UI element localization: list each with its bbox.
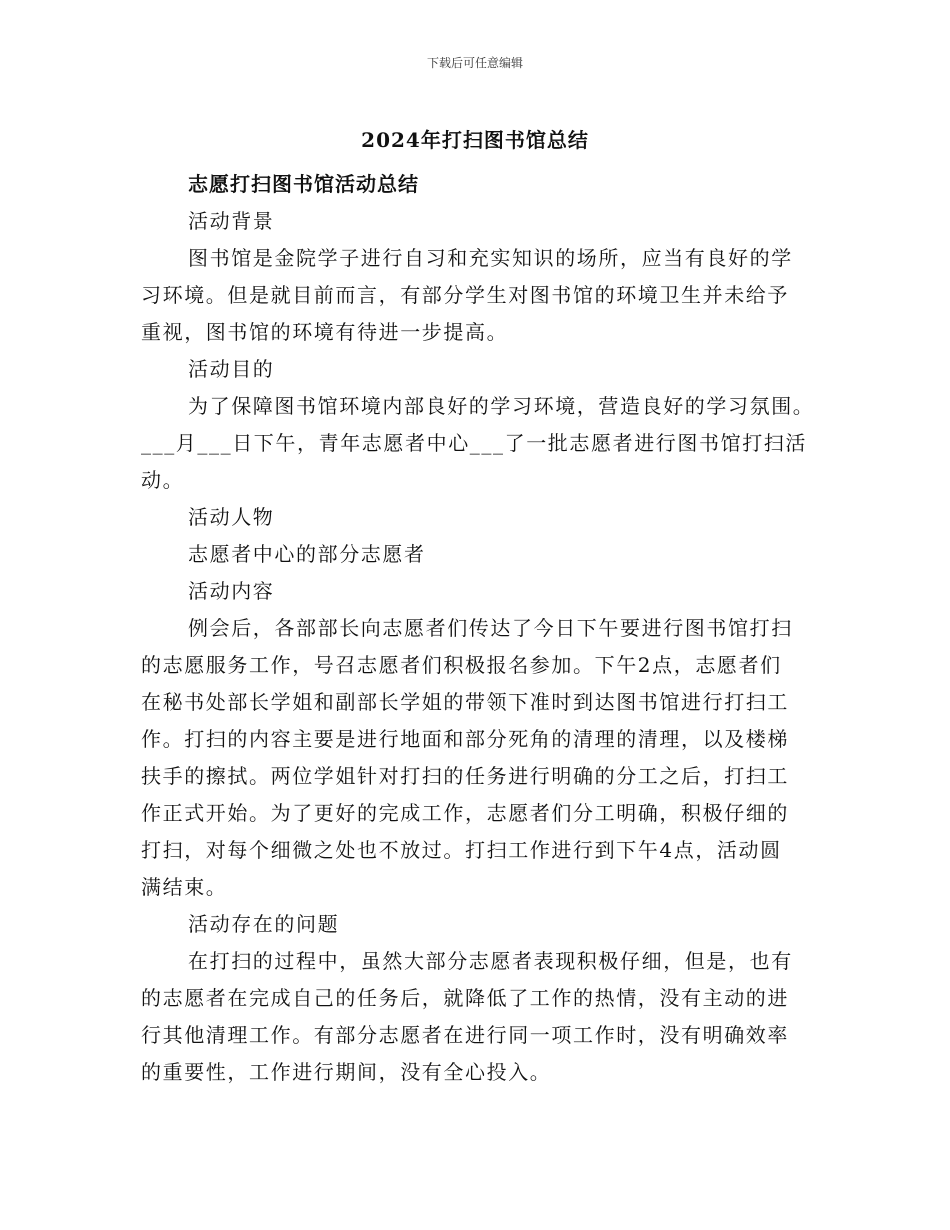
paragraph-line: 的志愿服务工作，号召志愿者们积极报名参加。下午2点，志愿者们 xyxy=(141,653,782,677)
paragraph-line: 的重要性，工作进行期间，没有全心投入。 xyxy=(141,1060,552,1084)
document-title: 2024年打扫图书馆总结 xyxy=(361,128,589,152)
paragraph-line: 在打扫的过程中，虽然大部分志愿者表现积极仔细，但是，也有 xyxy=(188,949,793,973)
paragraph-line: 在秘书处部长学姐和副部长学姐的带领下准时到达图书馆进行打扫工 xyxy=(141,690,789,714)
page-header-note: 下载后可任意编辑 xyxy=(426,56,523,70)
paragraph-line: 满结束。 xyxy=(141,875,228,899)
paragraph-line: 作。打扫的内容主要是进行地面和部分死角的清理的清理，以及楼梯 xyxy=(141,727,789,751)
subheading-people: 活动人物 xyxy=(188,505,275,529)
paragraph-line: 习环境。但是就目前而言，有部分学生对图书馆的环境卫生并未给予 xyxy=(141,283,789,307)
paragraph-line: 图书馆是金院学子进行自习和充实知识的场所，应当有良好的学 xyxy=(188,246,793,270)
paragraph-line: 志愿者中心的部分志愿者 xyxy=(188,542,426,566)
subheading-problems: 活动存在的问题 xyxy=(188,912,340,936)
subheading-purpose: 活动目的 xyxy=(188,357,275,381)
paragraph-line: 行其他清理工作。有部分志愿者在进行同一项工作时，没有明确效率 xyxy=(141,1023,789,1047)
subheading-content: 活动内容 xyxy=(188,579,275,603)
subheading-background: 活动背景 xyxy=(188,209,275,233)
paragraph-line: 重视，图书馆的环境有待进一步提高。 xyxy=(141,320,509,344)
paragraph-line: 的志愿者在完成自己的任务后，就降低了工作的热情，没有主动的进 xyxy=(141,986,789,1010)
paragraph-line: 作正式开始。为了更好的完成工作，志愿者们分工明确，积极仔细的 xyxy=(141,801,789,825)
section-heading: 志愿打扫图书馆活动总结 xyxy=(188,172,419,196)
paragraph-line: 打扫，对每个细微之处也不放过。打扫工作进行到下午4点，活动圆 xyxy=(141,838,782,862)
paragraph-line: ___月___日下午，青年志愿者中心___了一批志愿者进行图书馆打扫活 xyxy=(141,431,807,455)
document-body xyxy=(141,166,813,1091)
paragraph-line: 扶手的擦拭。两位学姐针对打扫的任务进行明确的分工之后，打扫工 xyxy=(141,764,789,788)
paragraph-line: 动。 xyxy=(141,468,185,492)
paragraph-line: 例会后，各部部长向志愿者们传达了今日下午要进行图书馆打扫 xyxy=(188,616,793,640)
paragraph-line: 为了保障图书馆环境内部良好的学习环境，营造良好的学习氛围。 xyxy=(188,394,815,418)
